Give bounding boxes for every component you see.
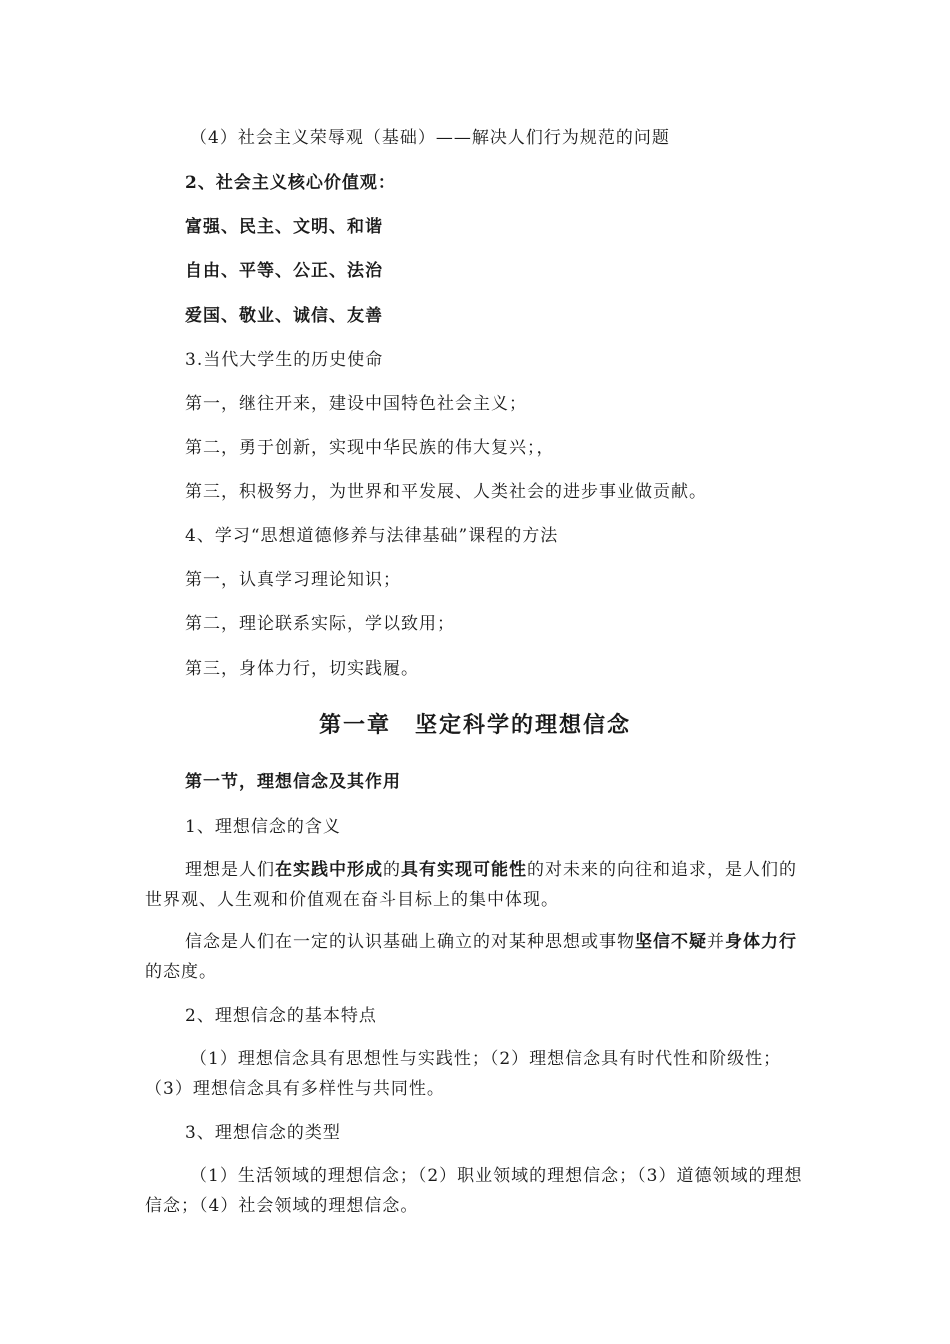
belief-text-2: 并 bbox=[707, 932, 725, 952]
text-line-honor-view: （4）社会主义荣辱观（基础）——解决人们行为规范的问题 bbox=[190, 128, 670, 148]
method-third: 第三，身体力行，切实践履。 bbox=[185, 659, 419, 679]
mission-third: 第三，积极努力，为世界和平发展、人类社会的进步事业做贡献。 bbox=[185, 482, 707, 502]
core-values-personal: 爱国、敬业、诚信、友善 bbox=[185, 306, 383, 326]
paragraph-ideal-definition bbox=[145, 855, 805, 915]
method-second: 第二，理论联系实际，学以致用； bbox=[185, 614, 455, 634]
chapter-title: 第一章 坚定科学的理想信念 bbox=[318, 712, 631, 738]
heading-ideal-meaning: 1、理想信念的含义 bbox=[185, 817, 341, 837]
belief-text-3: 的态度。 bbox=[145, 962, 217, 982]
ideal-bold-2: 具有实现可能性 bbox=[401, 860, 527, 880]
ideal-text-3: 的对未来的向往和追求，是人们的世界观、人生观和价值观在奋斗目标上的集中体现。 bbox=[145, 860, 797, 910]
method-first: 第一，认真学习理论知识； bbox=[185, 570, 401, 590]
section-title: 第一节，理想信念及其作用 bbox=[185, 772, 401, 792]
core-values-national: 富强、民主、文明、和谐 bbox=[185, 217, 383, 237]
paragraph-features: （1）理想信念具有思想性与实践性；（2）理想信念具有时代性和阶级性；（3）理想信念具有多样性与共同性。 bbox=[145, 1049, 782, 1099]
ideal-text-2: 的 bbox=[383, 860, 401, 880]
belief-bold-1: 坚信不疑 bbox=[635, 932, 707, 952]
heading-core-values: 2、社会主义核心价值观： bbox=[185, 173, 396, 193]
mission-second: 第二，勇于创新，实现中华民族的伟大复兴；， bbox=[185, 438, 555, 458]
heading-basic-features: 2、理想信念的基本特点 bbox=[185, 1006, 377, 1026]
paragraph-types: （1）生活领域的理想信念；（2）职业领域的理想信念；（3）道德领域的理想信念；（4）社会领域的理想信念。 bbox=[145, 1166, 803, 1216]
ideal-text-1: 理想是人们 bbox=[185, 860, 275, 880]
paragraph-belief-definition bbox=[145, 927, 805, 987]
core-values-social: 自由、平等、公正、法治 bbox=[185, 261, 383, 281]
heading-types: 3、理想信念的类型 bbox=[185, 1123, 341, 1143]
heading-course-method: 4、学习“思想道德修养与法律基础”课程的方法 bbox=[185, 526, 559, 546]
mission-first: 第一，继往开来，建设中国特色社会主义； bbox=[185, 394, 527, 414]
ideal-bold-1: 在实践中形成 bbox=[275, 860, 383, 880]
heading-student-mission: 3.当代大学生的历史使命 bbox=[185, 350, 384, 370]
belief-bold-2: 身体力行 bbox=[725, 932, 797, 952]
belief-text-1: 信念是人们在一定的认识基础上确立的对某种思想或事物 bbox=[185, 932, 635, 952]
